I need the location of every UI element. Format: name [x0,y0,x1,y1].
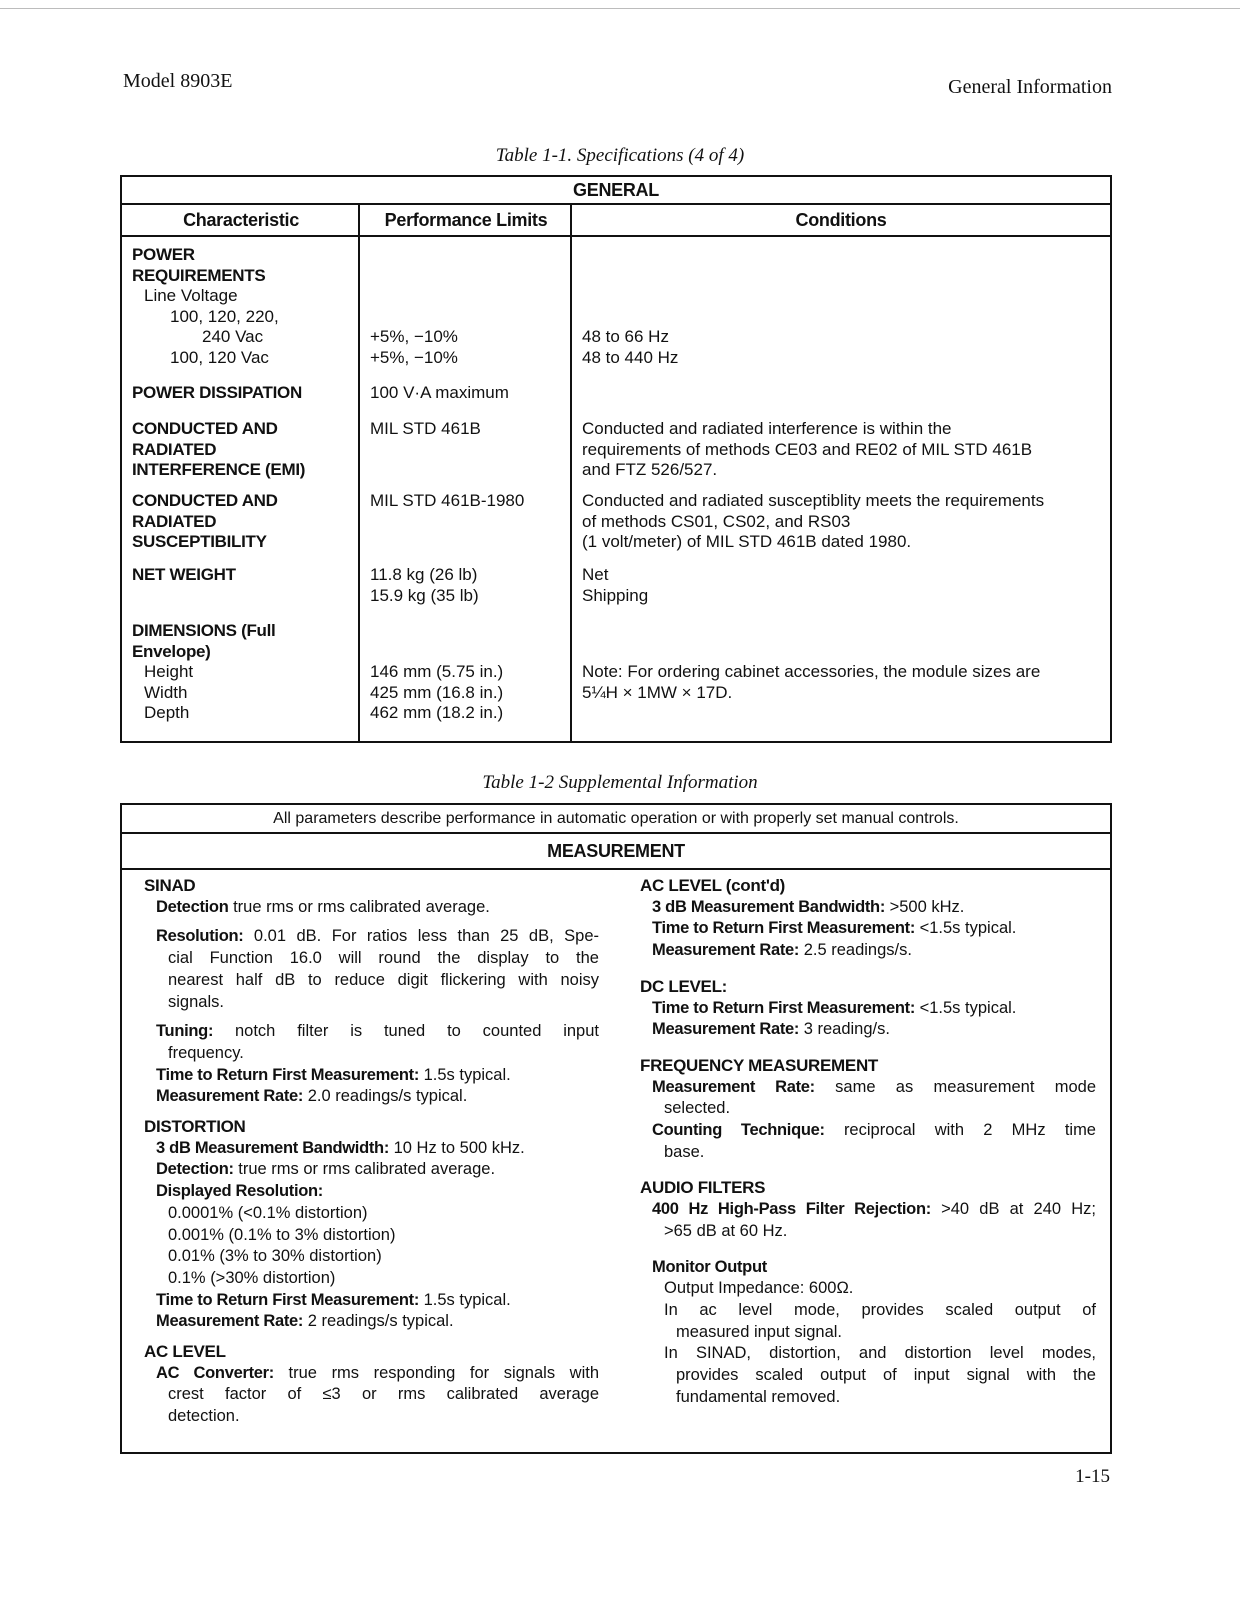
audio-filters-heading: AUDIO FILTERS [640,1178,766,1198]
col-conditions: Conditions [795,210,887,230]
power-label-2: REQUIREMENTS [132,265,266,285]
supplemental-left-column [144,875,599,1428]
distortion-resolution-4: 0.1% (>30% distortion) [168,1268,336,1287]
weight-label: NET WEIGHT [132,565,236,584]
dims-label-2: Envelope) [132,641,211,661]
dc-measurement-rate: Measurement Rate: 3 reading/s. [652,1020,890,1039]
susc-label-1: CONDUCTED AND [132,491,278,510]
distortion-resolution-1: 0.0001% (<0.1% distortion) [168,1203,368,1222]
distortion-time-to-return: Time to Return First Measurement: 1.5s typical. [156,1290,511,1309]
dc-level-heading: DC LEVEL: [640,976,728,996]
specifications-table [120,175,1112,743]
dims-label-1: DIMENSIONS (Full [132,621,276,640]
sinad-measurement-rate: Measurement Rate: 2.0 readings/s typical. [156,1087,468,1106]
monitor-output-heading: Monitor Output [652,1257,767,1276]
table2-note: All parameters describe performance in automatic operation or with properly set manual controls. [122,805,1110,834]
weight-net: 11.8 kg (26 lb) [370,565,478,584]
power-tolerance-1: +5%, −10% [370,327,458,346]
power-label-1: POWER [132,245,195,264]
ac-converter: AC Converter: true rms responding for signals with crest factor of ≤3 or rms calibrated average detection. [156,1363,599,1426]
ac-time-to-return: Time to Return First Measurement: <1.5s typical. [652,919,1017,938]
voltage-1b: 240 Vac [202,327,264,346]
power-tolerance-2: +5%, −10% [370,347,458,367]
weight-shipping-label: Shipping [582,585,649,605]
distortion-displayed-resolution: Displayed Resolution: [156,1182,323,1201]
susc-condition-1: Conducted and radiated susceptiblity meets the requirements [582,491,1045,510]
table2-band-measurement: MEASUREMENT [122,834,1110,870]
dissipation-label: POWER DISSIPATION [132,383,302,402]
table1-band-general: GENERAL [122,177,1110,205]
ac-level-heading: AC LEVEL [144,1342,226,1362]
ac-level-cont-heading: AC LEVEL (cont'd) [640,876,786,895]
weight-net-label: Net [582,565,609,584]
dims-note-2: 5¼H × 1MW × 17D. [582,682,733,702]
page-number: 1-15 [1075,1466,1110,1487]
susc-label-2: RADIATED [132,511,217,531]
distortion-resolution-2: 0.001% (0.1% to 3% distortion) [168,1225,396,1244]
dims-width-value: 425 mm (16.8 in.) [370,682,504,702]
supplemental-right-column [640,875,1096,1408]
freq-counting-technique: Counting Technique: reciprocal with 2 MHz time base. [652,1121,1096,1161]
table2-caption: Table 1-2 Supplemental Information [482,772,758,793]
distortion-bandwidth: 3 dB Measurement Bandwidth: 10 Hz to 500 kHz. [156,1138,525,1157]
dims-height-value: 146 mm (5.75 in.) [370,662,504,681]
voltage-1a: 100, 120, 220, [170,306,279,326]
distortion-resolution-3: 0.01% (3% to 30% distortion) [168,1247,382,1266]
ac-measurement-rate: Measurement Rate: 2.5 readings/s. [652,941,912,960]
supplemental-table [120,803,1112,1454]
emi-label-1: CONDUCTED AND [132,419,278,438]
emi-condition-1: Conducted and radiated interference is within the [582,419,952,438]
emi-condition-2: requirements of methods CE03 and RE02 of MIL STD 461B [582,439,1033,459]
sinad-time-to-return: Time to Return First Measurement: 1.5s typical. [156,1065,511,1084]
sinad-tuning: Tuning: notch filter is tuned to counted input frequency. [156,1022,599,1062]
power-frequency-1: 48 to 66 Hz [582,327,669,346]
page-header-model: Model 8903E [123,70,233,92]
sinad-resolution: Resolution: 0.01 dB. For ratios less than 25 dB, Spe- cial Function 16.0 will round the display to the nearest half dB to reduce digit flickering with noisy signals. [156,927,599,1011]
dims-height-label: Height [144,662,194,681]
emi-limit: MIL STD 461B [370,419,481,438]
monitor-output-impedance: Output Impedance: 600Ω. [664,1279,854,1298]
distortion-measurement-rate: Measurement Rate: 2 readings/s typical. [156,1312,454,1331]
ac-bandwidth: 3 dB Measurement Bandwidth: >500 kHz. [652,897,965,916]
dims-note-1: Note: For ordering cabinet accessories, the module sizes are [582,662,1041,681]
susc-condition-2: of methods CS01, CS02, and RS03 [582,511,851,531]
susc-label-3: SUSCEPTIBILITY [132,532,267,551]
emi-condition-3: and FTZ 526/527. [582,460,718,479]
emi-label-2: RADIATED [132,439,217,459]
power-frequency-2: 48 to 440 Hz [582,347,679,367]
top-rule [0,8,1240,9]
sinad-detection: Detection true rms or rms calibrated average. [156,897,490,916]
emi-label-3: INTERFERENCE (EMI) [132,460,306,479]
high-pass-filter-rejection: 400 Hz High-Pass Filter Rejection: >40 dB at 240 Hz; >65 dB at 60 Hz. [652,1200,1096,1240]
sinad-heading: SINAD [144,876,196,895]
dims-width-label: Width [144,682,188,702]
susc-limit: MIL STD 461B-1980 [370,491,525,510]
table1-caption: Table 1-1. Specifications (4 of 4) [495,145,745,166]
col-characteristic: Characteristic [183,210,299,230]
monitor-ac-level-mode: In ac level mode, provides scaled output of measured input signal. [664,1300,1096,1341]
susc-condition-3: (1 volt/meter) of MIL STD 461B dated 1980. [582,532,912,551]
voltage-2: 100, 120 Vac [170,347,269,367]
frequency-measurement-heading: FREQUENCY MEASUREMENT [640,1055,879,1075]
freq-measurement-rate: Measurement Rate: same as measurement mode selected. [652,1077,1096,1118]
weight-shipping: 15.9 kg (35 lb) [370,585,479,605]
line-voltage-label: Line Voltage [144,286,238,305]
distortion-detection: Detection: true rms or rms calibrated average. [156,1160,496,1179]
dc-time-to-return: Time to Return First Measurement: <1.5s typical. [652,998,1017,1017]
col-performance-limits: Performance Limits [384,210,548,230]
distortion-heading: DISTORTION [144,1117,246,1137]
monitor-sinad-mode: In SINAD, distortion, and distortion level modes, provides scaled output of input signal with the fundamental removed. [664,1344,1096,1406]
table1-column-headers [122,205,1110,237]
page-header-section: General Information [948,76,1112,98]
dims-depth-value: 462 mm (18.2 in.) [370,703,504,722]
dims-depth-label: Depth [144,703,190,722]
dissipation-value: 100 V·A maximum [370,383,509,402]
